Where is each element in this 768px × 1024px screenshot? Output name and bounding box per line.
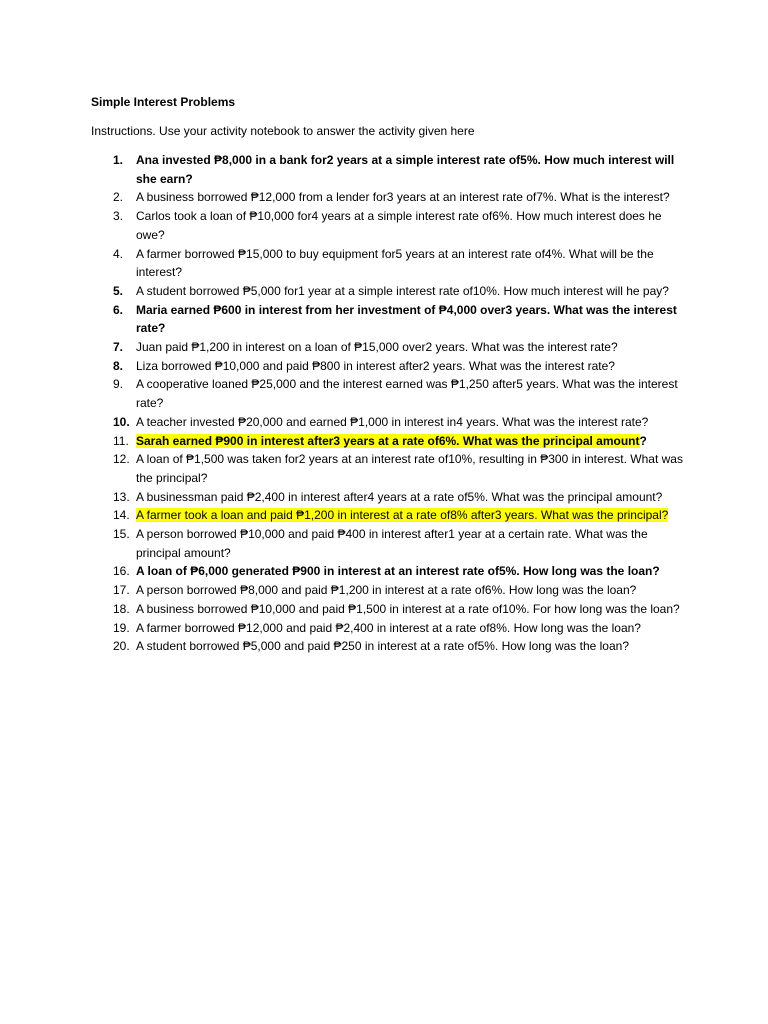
problem-number: 6. [113, 302, 124, 317]
problem-item-5 [0, 282, 768, 301]
problem-text: Carlos took a loan of ₱10,000 for4 years at a simple interest rate of6%. How much interest does he owe? [136, 209, 662, 242]
problem-item-15 [0, 525, 768, 562]
problem-text: A cooperative loaned ₱25,000 and the interest earned was ₱1,250 after5 years. What was the interest rate? [136, 377, 678, 411]
problem-item-11 [0, 432, 768, 451]
problem-number: 20. [113, 639, 130, 654]
problem-item-6 [0, 301, 768, 338]
problem-item-7 [0, 338, 768, 357]
problem-text: A loan of ₱1,500 was taken for2 years at an interest rate of10%, resulting in ₱300 in interest. What was the principal? [136, 452, 683, 485]
problem-text: A student borrowed ₱5,000 for1 year at a simple interest rate of10%. How much interest will he pay? [136, 283, 669, 298]
problem-number: 14. [113, 508, 130, 523]
problem-item-10 [0, 413, 768, 432]
problem-item-20 [0, 637, 768, 656]
problem-number: 4. [113, 246, 124, 261]
problem-number: 9. [113, 377, 124, 392]
problem-number: 18. [113, 601, 130, 616]
problem-text: Juan paid ₱1,200 in interest on a loan of ₱15,000 over2 years. What was the interest rate? [136, 340, 618, 355]
problem-item-8 [0, 357, 768, 376]
problem-text-wrap [136, 506, 684, 525]
problem-number: 1. [113, 153, 124, 167]
problem-list [0, 151, 768, 656]
problem-item-2 [0, 188, 768, 207]
problem-item-13 [0, 488, 768, 507]
problem-number: 8. [113, 358, 124, 373]
problem-text: A businessman paid ₱2,400 in interest after4 years at a rate of5%. What was the principal amount? [136, 489, 663, 504]
problem-text: A teacher invested ₱20,000 and earned ₱1,000 in interest in4 years. What was the interest rate? [136, 414, 649, 429]
problem-number: 12. [113, 452, 130, 467]
problem-item-1 [0, 151, 768, 188]
highlighted-text: Sarah earned ₱900 in interest after3 years at a rate of6%. What was the principal amount [136, 433, 640, 448]
problem-number: 16. [113, 564, 130, 579]
problem-text: A farmer borrowed ₱15,000 to buy equipment for5 years at an interest rate of4%. What will be the interest? [136, 246, 654, 280]
instructions-text: Instructions. Use your activity notebook to answer the activity given here [91, 124, 475, 138]
problem-number: 5. [113, 283, 124, 298]
problem-number: 17. [113, 583, 130, 598]
problem-text: A loan of ₱6,000 generated ₱900 in interest at an interest rate of5%. How long was the loan? [136, 564, 660, 579]
problem-number: 19. [113, 620, 130, 635]
problem-text: A business borrowed ₱10,000 and paid ₱1,500 in interest at a rate of10%. For how long was the loan? [136, 601, 680, 616]
problem-item-17 [0, 581, 768, 600]
document-title: Simple Interest Problems [91, 95, 236, 109]
problem-text: Maria earned ₱600 in interest from her investment of ₱4,000 over3 years. What was the interest rate? [136, 302, 677, 336]
problem-text: Liza borrowed ₱10,000 and paid ₱800 in interest after2 years. What was the interest rate? [136, 358, 615, 373]
problem-item-12 [0, 450, 768, 487]
problem-item-4 [0, 245, 768, 282]
problem-text-wrap [136, 432, 684, 451]
problem-number: 3. [113, 209, 124, 224]
problem-item-14 [0, 506, 768, 525]
highlighted-text: A farmer took a loan and paid ₱1,200 in interest at a rate of8% after3 years. What was the principal? [136, 508, 669, 523]
problem-item-16 [0, 562, 768, 581]
problem-text: A student borrowed ₱5,000 and paid ₱250 in interest at a rate of5%. How long was the loan? [136, 639, 629, 654]
problem-text: A farmer borrowed ₱12,000 and paid ₱2,400 in interest at a rate of8%. How long was the loan? [136, 620, 641, 635]
problem-number: 15. [113, 527, 130, 542]
problem-text: Ana invested ₱8,000 in a bank for2 years at a simple interest rate of5%. How much interest will she earn? [136, 153, 675, 186]
problem-item-18 [0, 600, 768, 619]
problem-item-9 [0, 375, 768, 412]
problem-number: 10. [113, 414, 130, 429]
problem-text: A person borrowed ₱8,000 and paid ₱1,200 in interest at a rate of6%. How long was the loan? [136, 583, 637, 598]
problem-item-19 [0, 619, 768, 638]
problem-number: 11. [113, 433, 129, 448]
problem-item-3 [0, 207, 768, 244]
problem-text: A person borrowed ₱10,000 and paid ₱400 in interest after1 year at a certain rate. What was the principal amount? [136, 527, 648, 560]
problem-number: 7. [113, 340, 124, 355]
question-mark: ? [639, 433, 647, 448]
problem-text: A business borrowed ₱12,000 from a lender for3 years at an interest rate of7%. What is the interest? [136, 190, 670, 205]
problem-number: 2. [113, 190, 124, 205]
problem-number: 13. [113, 489, 130, 504]
